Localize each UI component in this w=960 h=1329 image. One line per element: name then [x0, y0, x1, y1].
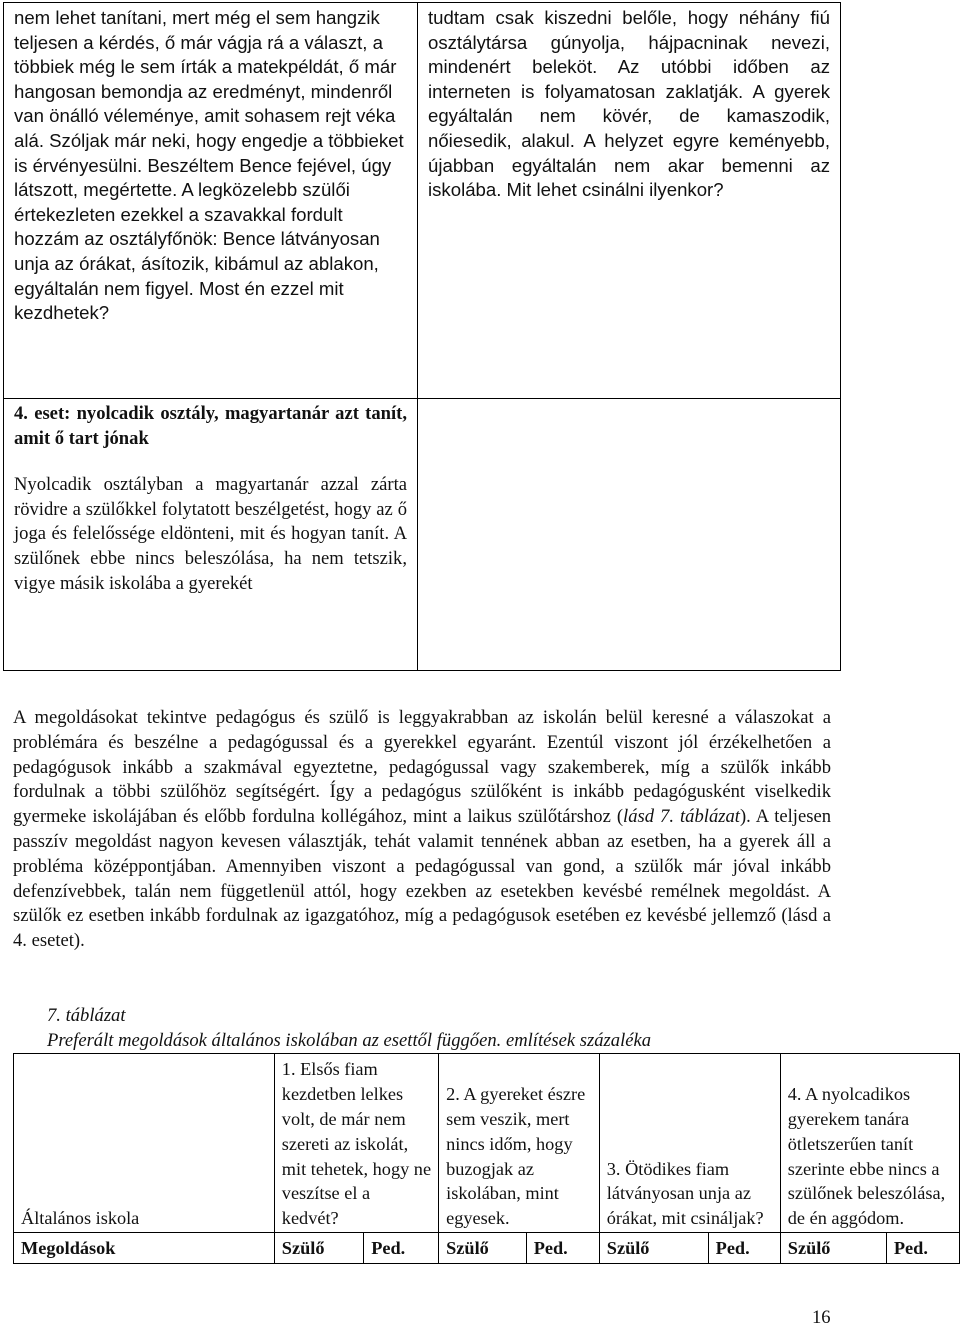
- table-7-number: 7. táblázat: [47, 1005, 126, 1026]
- case-4-header: 4. A nyolcadikos gyerekem tanára ötletszerűen tanít szerinte ebbe nincs a szülőnek beleszólása, de én aggódom.: [780, 1054, 959, 1233]
- case-4-title: 4. eset: nyolcadik osztály, magyartanár azt tanít, amit ő tart jónak: [14, 403, 407, 449]
- case-3-teacher-col: Ped.: [708, 1233, 780, 1264]
- table-reference: lásd 7. táblázat: [623, 806, 740, 828]
- case-4-teacher-col: Ped.: [886, 1233, 959, 1264]
- case-2-teacher-col: Ped.: [526, 1233, 599, 1264]
- case-2-header: 2. A gyereket észre sem veszik, mert nincs időm, hogy buzogjak az iskolában, mint egyesek.: [439, 1054, 600, 1233]
- case-1-parent-col: Szülő: [274, 1233, 363, 1264]
- row-label-cell: Általános iskola: [14, 1054, 275, 1233]
- case-4-text: Nyolcadik osztályban a magyartanár azzal zárta rövidre a szülőkkel folytatott beszélgetést, hogy az ő joga és felelőssége eldönteni, mit és hogyan tanít. A szülőnek ebbe nincs beleszólása, ha nem tetszik, vigye másik iskolába a gyerekét: [14, 474, 407, 594]
- body-text-part-1: A megoldásokat tekintve pedagógus és szülő is leggyakrabban az iskolán belül keresné a válaszokat a problémára és beszélne a pedagógussal és a gyerekkel egyaránt. Ezentúl viszont jól érzékelhetően a pedagógusok inkább a szakmával egyeztetne, pedagógussal vagy szakemberek, míg a szülők inkább fordulnak a többi szülőhöz segítségért. Így a pedagógus szülőként is inkább pedagógusként viselkedik gyermeke iskolájában és előbb fordulna kollégához, mint a laikus szülőtárshoz (: [13, 707, 831, 828]
- case-1-header: 1. Elsős fiam kezdetben lelkes volt, de már nem szereti az iskolát, mit tehetek, hogy ne veszítse el a kedvét?: [274, 1054, 438, 1233]
- table-7: [13, 1053, 960, 1264]
- case-3-parent-col: Szülő: [599, 1233, 708, 1264]
- table-7-title: Preferált megoldások általános iskolában az esettől függően. említések százaléka: [47, 1029, 652, 1051]
- case-4-parent-col: Szülő: [780, 1233, 886, 1264]
- case-3-header: 3. Ötödikes fiam látványosan unja az órákat, mit csináljak?: [599, 1054, 780, 1233]
- case-3-text: nem lehet tanítani, mert még el sem hangzik teljesen a kérdés, ő már vágja rá a választ, a többiek még le sem írták a matekpéldát, ő már hangosan bemondja az eredményt, mindenről van önálló véleménye, amit sohasem rejt véka alá. Szóljak már neki, hogy engedje a többieket is érvényesülni. Beszéltem Bence fejével, úgy látszott, megértette. A legközelebb szülői értekezleten ezekkel a szavakkal fordult hozzám az osztályfőnök: Bence látványosan unja az órákat, ásítozik, kibámul az ablakon, egyáltalán nem figyel. Most én ezzel mit kezdhetek?: [14, 7, 404, 324]
- case-1-teacher-col: Ped.: [364, 1233, 439, 1264]
- solutions-label: Megoldások: [14, 1233, 275, 1264]
- page-number: 16: [812, 1307, 831, 1328]
- body-text-part-2: ). A teljesen passzív megoldást nagyon kevesen választják, tehát valamit tennének abban az esetben, ha a gyerek áll a probléma középpontjában. Amennyiben viszont a pedagógussal van gond, a szülők már jóval inkább defenzívebbek, talán nem függetlenül attól, hogy ezekben az esetekben kevésbé remélnek megoldást. A szülők ez esetben inkább fordulnak az igazgatóhoz, míg a pedagógusok esetében ez kevésbé jellemző (lásd a 4. esetet).: [13, 806, 831, 952]
- table-7-header-row: [14, 1054, 960, 1233]
- case-2-parent-col: Szülő: [439, 1233, 527, 1264]
- case-right-text: tudtam csak kiszedni belőle, hogy néhány fiú osztálytársa gúnyolja, hájpacninak nevezi, mindenért beleköt. Az utóbbi időben az interneten is folyamatosan zaklatják. A gyerek egyáltalán nem kövér, de kamaszodik, nőiesedik, alakul. A helyzet egyre keményebb, újabban egyáltalán nem akar bemenni az iskolába. Mit lehet csinálni ilyenkor?: [428, 7, 830, 201]
- table-7-subheader-row: [14, 1233, 960, 1264]
